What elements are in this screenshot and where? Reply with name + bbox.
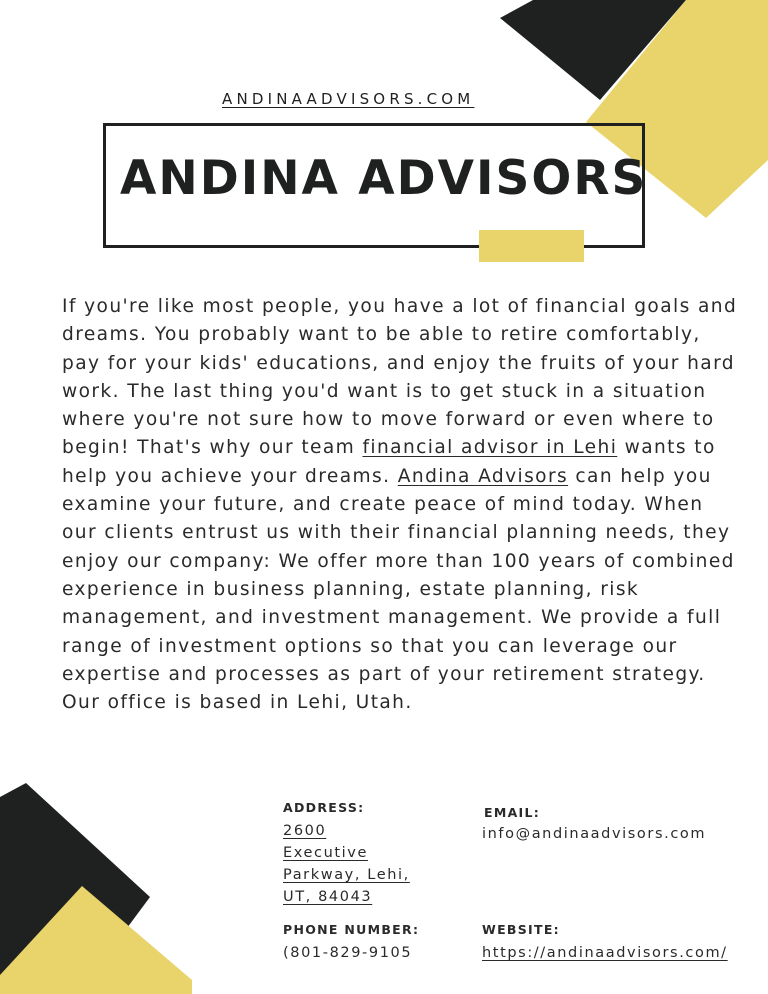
intro-text-part1: If you're like most people, you have a lot of financial goals and dreams. You probably want to be able to retire comfortably, pay for your kids' educations, and enjoy the fruits of your hard work. The last thing you'd want is to get stuck in a situation where you're not sure how to move forward or even where to begin! That's why our team xyxy=(62,296,738,459)
intro-text-part3: can help you examine your future, and create peace of mind today. When our clients entrust us with their financial planning needs, they enjoy our company: We offer more than 100 years of combined experience in business planning, estate planning, risk management, and investment management. We provide a full range of investment options so that you can leverage our expertise and processes as part of your retirement strategy. Our office is based in Lehi, Utah. xyxy=(62,465,735,714)
financial-advisor-link[interactable]: financial advisor in Lehi xyxy=(362,437,618,459)
site-url-link[interactable]: ANDINAADVISORS.COM xyxy=(222,90,475,108)
email-label: EMAIL: xyxy=(484,805,541,820)
address-line: Parkway, Lehi, xyxy=(283,867,410,883)
address-label: ADDRESS: xyxy=(283,800,365,815)
address-value[interactable] xyxy=(283,820,423,908)
intro-paragraph xyxy=(62,293,742,717)
website-label: WEBSITE: xyxy=(482,922,560,937)
website-link[interactable]: https://andinaadvisors.com/ xyxy=(482,945,728,961)
phone-label: PHONE NUMBER: xyxy=(283,922,420,937)
address-line: 2600 xyxy=(283,823,327,839)
address-line: Executive xyxy=(283,845,368,861)
page-title: ANDINA ADVISORS xyxy=(120,151,648,206)
address-line: UT, 84043 xyxy=(283,889,373,905)
title-accent-bar xyxy=(479,230,584,262)
phone-value: (801-829-9105 xyxy=(283,945,413,961)
email-value: info@andinaadvisors.com xyxy=(482,826,707,842)
intro-text-part2: wants to help you achieve your dreams. xyxy=(62,437,716,487)
andina-advisors-link[interactable]: Andina Advisors xyxy=(397,465,569,487)
